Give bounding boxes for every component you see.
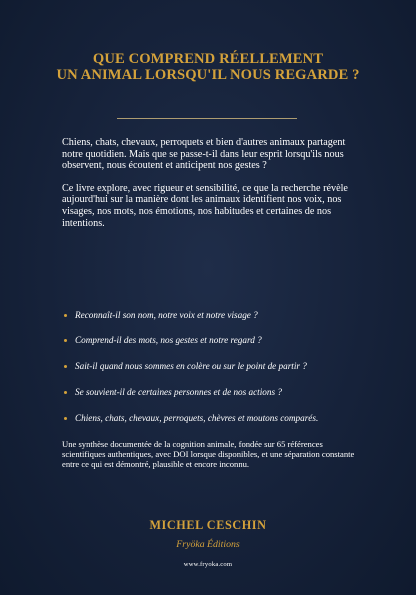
title-line-2: UN ANIMAL LORSQU'IL NOUS REGARDE ? [56,67,360,83]
intro-paragraph-2: Ce livre explore, avec rigueur et sensibilité, ce que la recherche révèle aujourd'hui sur la manière dont les animaux identifient nos voix, nos visages, nos mots, nos émotions, nos habitudes et certaines de nos intentions. [62,182,348,229]
question-item [64,380,364,404]
question-text: Chiens, chats, chevaux, perroquets, chèvres et moutons comparés. [75,412,319,423]
intro-text [62,137,362,240]
bullet-icon [64,314,67,317]
intro-paragraph-1: Chiens, chats, chevaux, perroquets et bien d'autres animaux partagent notre quotidien. Mais que se passe-t-il dans leur esprit lorsqu'ils nous observent, nous écoutent et anticipent nos gestes ? [62,137,346,172]
question-text: Reconnaît-il son nom, notre voix et notre visage ? [75,309,258,320]
question-item [64,406,364,430]
divider-rule [117,118,297,119]
question-text: Sait-il quand nous sommes en colère ou sur le point de partir ? [75,361,307,372]
publisher-name: Fryöka Éditions [176,539,240,550]
question-text: Comprend-il des mots, nos gestes et notre regard ? [75,335,262,346]
question-item [64,355,364,379]
book-title [20,51,396,83]
title-line-1: QUE COMPREND RÉELLEMENT [92,51,324,67]
question-list [64,303,364,432]
question-item [64,329,364,353]
bullet-icon [64,365,67,368]
website-link[interactable]: www.fryoka.com [183,561,233,568]
bullet-icon [64,391,67,394]
bullet-icon [64,339,67,342]
author-name: MICHEL CESCHIN [149,518,267,532]
bullet-icon [64,417,67,420]
question-item [64,303,364,327]
summary-text: Une synthèse documentée de la cognition animale, fondée sur 65 références scientifiques authentiques, avec DOI lorsque disponibles, et une séparation constante entre ce qui est démontré, plausible et encore inconnu. [62,439,355,469]
question-text: Se souvient-il de certaines personnes et de nos actions ? [75,386,282,397]
